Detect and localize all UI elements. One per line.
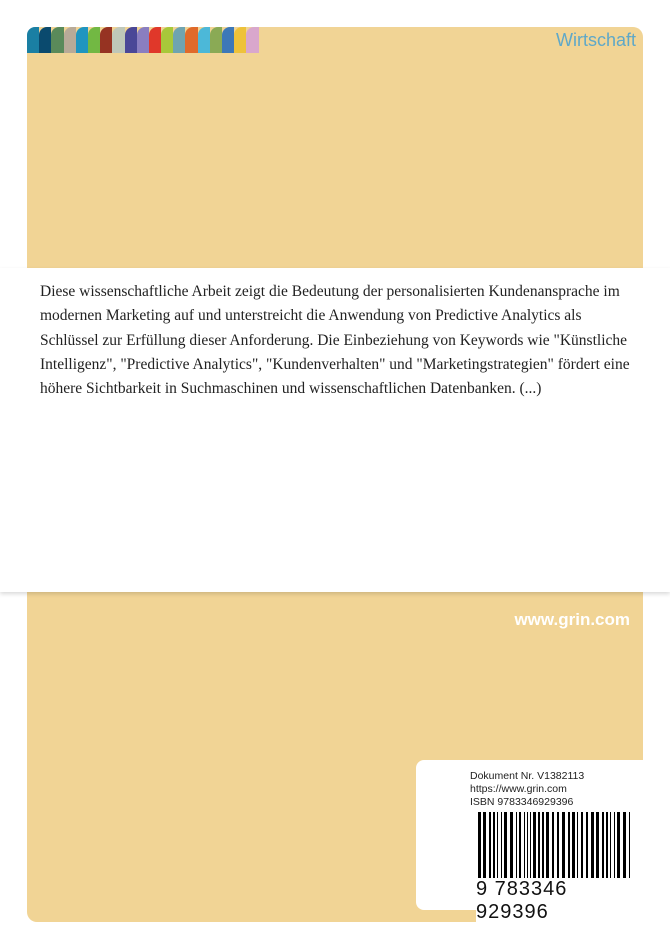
barcode-bar	[602, 812, 604, 880]
barcode-bar	[623, 812, 626, 880]
barcode-bar	[586, 812, 588, 880]
document-number: Dokument Nr. V1382113	[470, 770, 585, 782]
barcode-bar	[497, 812, 498, 880]
color-stripe	[100, 27, 112, 53]
website-label: www.grin.com	[514, 610, 630, 629]
barcode-bar	[617, 812, 620, 880]
color-stripe	[112, 27, 124, 53]
barcode-bar	[516, 812, 517, 880]
barcode-bar	[581, 812, 583, 880]
document-info	[470, 770, 584, 809]
document-url: https://www.grin.com	[470, 783, 567, 795]
barcode-bar	[610, 812, 611, 880]
barcode-bar	[533, 812, 536, 880]
color-stripe	[210, 27, 222, 53]
barcode	[478, 812, 633, 880]
color-stripe	[27, 27, 39, 53]
barcode-bar	[524, 812, 525, 880]
barcode-bar	[504, 812, 507, 880]
color-stripe	[39, 27, 51, 53]
barcode-bar	[606, 812, 608, 880]
barcode-bar	[538, 812, 540, 880]
color-stripe	[185, 27, 197, 53]
barcode-bar	[501, 812, 502, 880]
barcode-bar	[614, 812, 615, 880]
color-stripe	[246, 27, 258, 53]
color-stripe	[173, 27, 185, 53]
barcode-bar	[483, 812, 486, 880]
barcode-bar	[527, 812, 528, 880]
barcode-bar	[557, 812, 559, 880]
barcode-bar	[577, 812, 578, 880]
blurb-text: Diese wissenschaftliche Arbeit zeigt die Bedeutung der personalisierten Kundenansprache im modernen Marketing auf und unterstreicht die Anwendung von Predictive Analytics als Schlüssel zur Erfüllung dieser Anforderung. Die Einbeziehung von Keywords wie "Künstliche Intelligenz", "Predictive Analytics", "Kundenverhalten" und "Marketingstrategien" fördert eine höhere Sichtbarkeit in Suchmaschinen und wissenschaftlichen Datenbanken. (...)	[40, 283, 630, 398]
color-stripe	[137, 27, 149, 53]
barcode-bar	[478, 812, 481, 880]
barcode-bar	[519, 812, 521, 880]
barcode-bar	[510, 812, 513, 880]
color-stripe	[198, 27, 210, 53]
color-stripe	[234, 27, 246, 53]
barcode-bar	[596, 812, 599, 880]
barcode-bar	[489, 812, 491, 880]
color-stripe	[125, 27, 137, 53]
color-stripe	[161, 27, 173, 53]
barcode-bar	[552, 812, 554, 880]
isbn-box	[416, 760, 643, 923]
barcode-bar	[546, 812, 549, 880]
barcode-bar	[629, 812, 630, 880]
color-stripe	[222, 27, 234, 53]
color-stripe	[51, 27, 63, 53]
barcode-bar	[562, 812, 565, 880]
color-stripe	[76, 27, 88, 53]
barcode-bar	[572, 812, 575, 880]
color-stripe	[88, 27, 100, 53]
barcode-bar	[530, 812, 531, 880]
category-label: Wirtschaft	[555, 30, 636, 50]
color-stripe	[64, 27, 76, 53]
isbn: ISBN 9783346929396	[470, 796, 574, 808]
barcode-digits: 9 783346 929396	[476, 878, 643, 924]
color-stripes	[27, 27, 259, 53]
barcode-bar	[542, 812, 544, 880]
barcode-bar	[591, 812, 594, 880]
barcode-bar	[493, 812, 495, 880]
color-stripe	[149, 27, 161, 53]
barcode-bar	[568, 812, 570, 880]
